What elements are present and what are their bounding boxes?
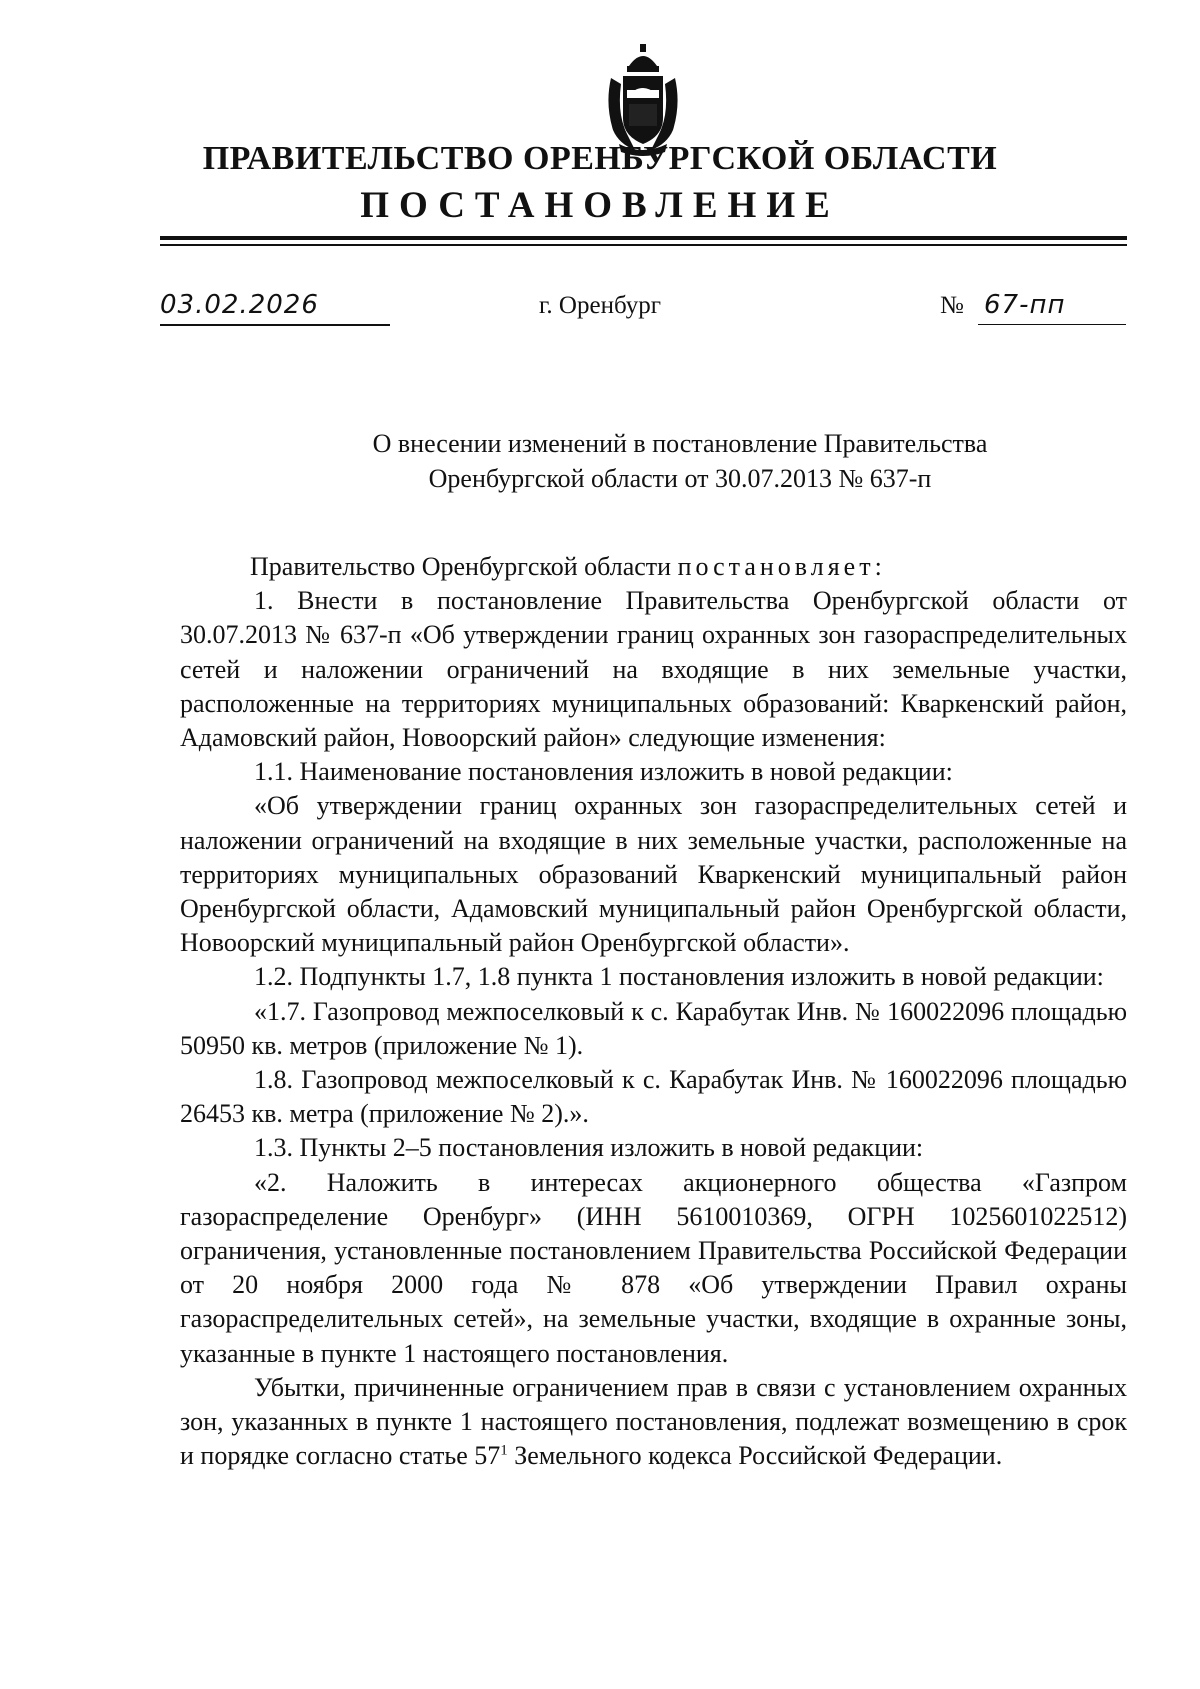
- document-number: 67-пп: [984, 290, 1066, 320]
- preamble: [180, 550, 1127, 584]
- paragraph-1-2: 1.2. Подпункты 1.7, 1.8 пункта 1 постановления изложить в новой редакции:: [254, 962, 1104, 992]
- header-divider-thin: [160, 244, 1127, 246]
- number-field: [978, 290, 1126, 325]
- preamble-text: Правительство Оренбургской области: [250, 552, 672, 581]
- document-type-title: ПОСТАНОВЛЕНИЕ: [360, 185, 840, 226]
- paragraph-3: [180, 1371, 1127, 1474]
- organization-title: ПРАВИТЕЛЬСТВО ОРЕНБУРГСКОЙ ОБЛАСТИ: [202, 140, 998, 177]
- paragraph-1-1-text: «Об утверждении границ охранных зон газораспределительных сетей и наложении ограничений на входящие в них земельные участки, расположенные на территориях муниципальных образований Кваркенский муниципальный район Оренбургской области, Адамовский муниципальный район Оренбургской области, Новоорский муниципальный район Оренбургской области».: [180, 791, 1127, 958]
- paragraph-1: 1. Внести в постановление Правительства Оренбургской области от 30.07.2013 № 637-п «Об утверждении границ охранных зон газораспределительных сетей и наложении ограничений на входящие в них земельные участки, расположенные на территориях муниципальных образований: Кваркенский район, Адамовский район, Новоорский район» следующие изменения:: [180, 586, 1127, 753]
- document-body: [180, 550, 1127, 1473]
- paragraph-3-after: Земельного кодекса Российской Федерации.: [507, 1441, 1003, 1471]
- document-meta-row: [0, 290, 1200, 330]
- document-city: г. Оренбург: [539, 292, 661, 319]
- paragraph-3-before: Убытки, причиненные ограничением прав в связи с установлением охранных зон, указанных в пункте 1 настоящего постановления, подлежат возмещению в срок и порядке согласно статье 57: [180, 1372, 1127, 1471]
- paragraph-1-2-a: «1.7. Газопровод межпоселковый к с. Карабутак Инв. № 160022096 площадью 50950 кв. метров (приложение № 1).: [180, 996, 1127, 1060]
- subject-line-1: О внесении изменений в постановление Правительства: [372, 429, 988, 458]
- document-subject: [330, 426, 1030, 496]
- paragraph-1-1: 1.1. Наименование постановления изложить в новой редакции:: [254, 757, 953, 787]
- document-date: 03.02.2026: [160, 290, 319, 320]
- paragraph-1-3: 1.3. Пункты 2–5 постановления изложить в новой редакции:: [254, 1133, 924, 1163]
- preamble-verb: постановляет:: [677, 552, 886, 581]
- paragraph-1-2-b: 1.8. Газопровод межпоселковый к с. Карабутак Инв. № 160022096 площадью 26453 кв. метра (приложение № 2).».: [180, 1065, 1127, 1129]
- number-label: №: [940, 292, 964, 319]
- subject-line-2: Оренбургской области от 30.07.2013 № 637-п: [428, 464, 932, 493]
- paragraph-2: «2. Наложить в интересах акционерного общества «Газпром газораспределение Оренбург» (ИНН 5610010369, ОГРН 1025601022512) ограничения, установленные постановлением Правительства Российской Федерации от 20 ноября 2000 года № 878 «Об утверждении Правил охраны газораспределительных сетей», на земельные участки, входящие в охранные зоны, указанные в пункте 1 настоящего постановления.: [180, 1167, 1127, 1368]
- header-divider-thick: [160, 236, 1127, 240]
- article-superscript: 1: [500, 1442, 508, 1459]
